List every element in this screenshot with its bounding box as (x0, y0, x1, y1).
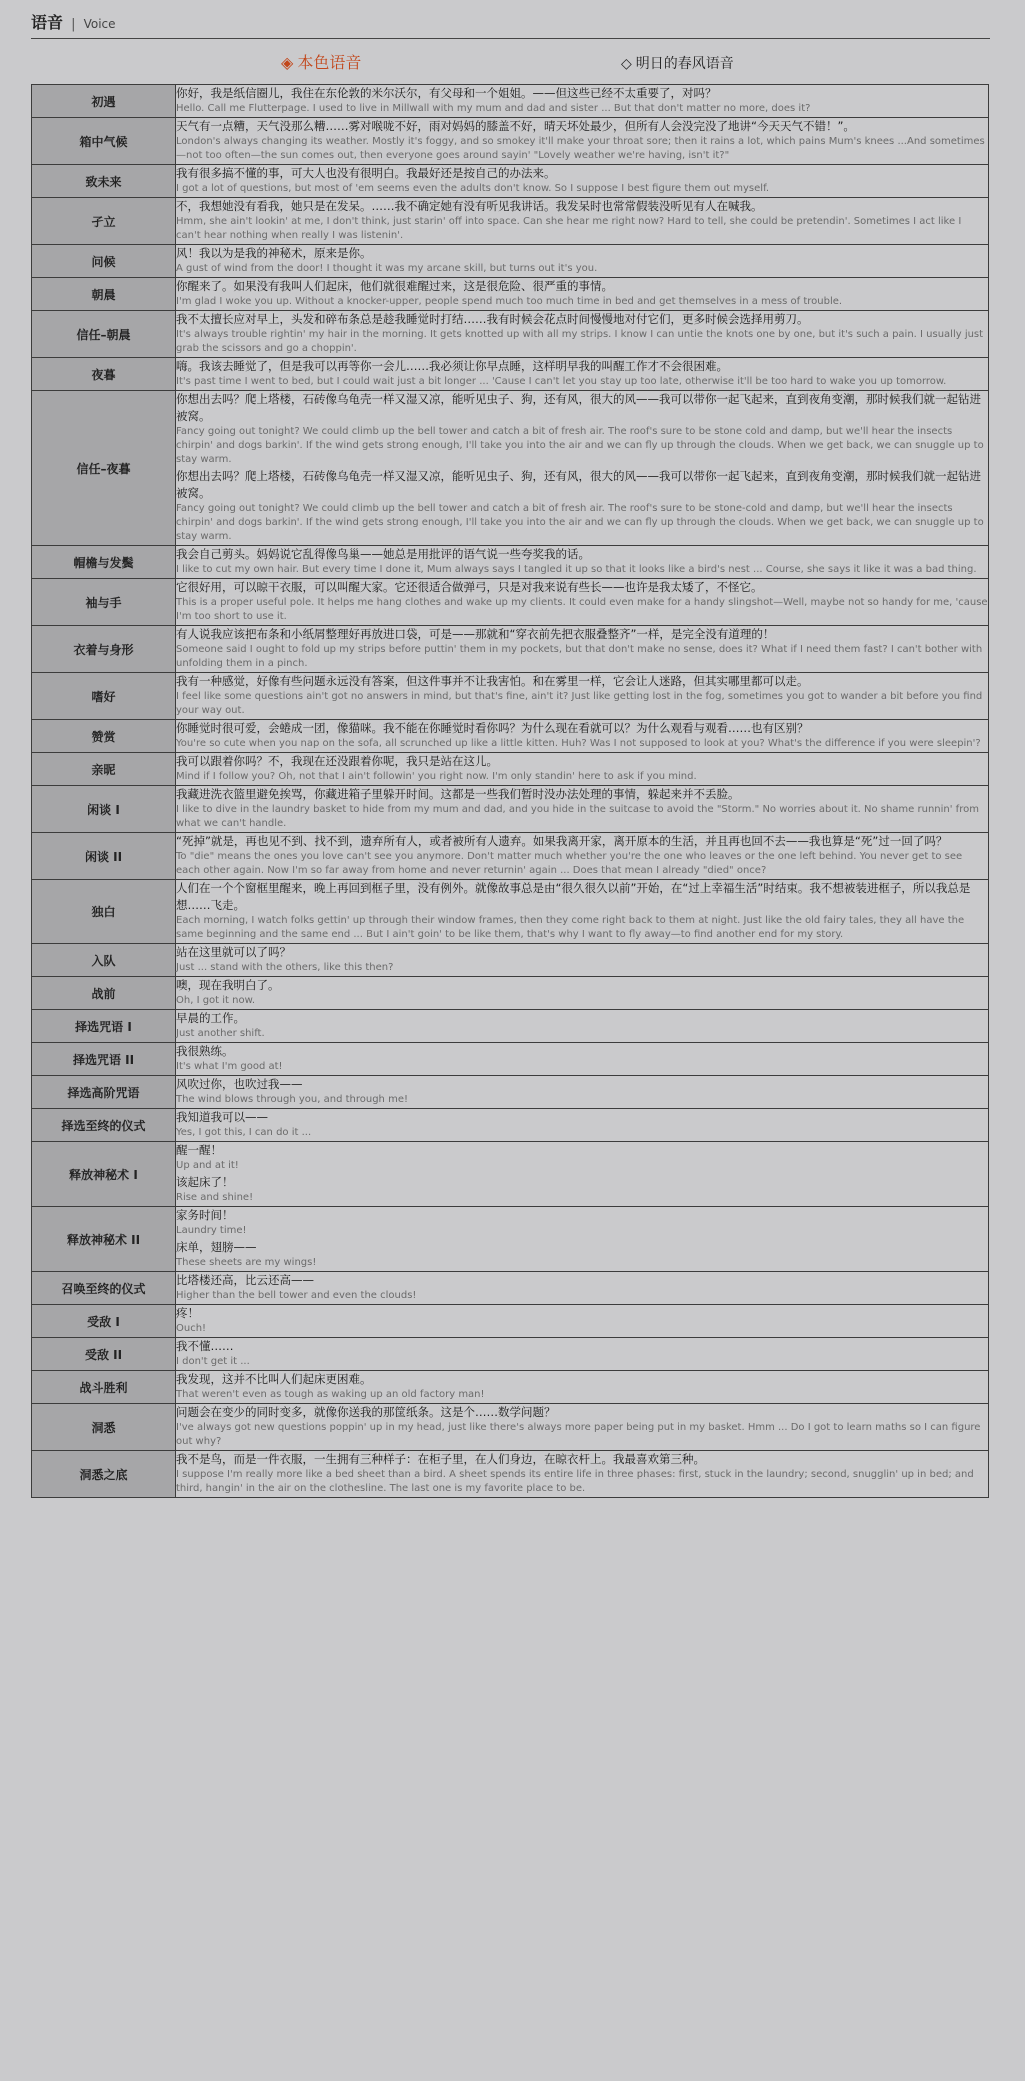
voice-line-name: 入队 (32, 944, 176, 977)
voice-row (32, 977, 989, 1010)
voice-row (32, 245, 989, 278)
voice-text-en: I like to cut my own hair. But every time I done it, Mum always says I tangled it up so that it looks like a bird's nest ... Course, she says it like it was a bad thing. (176, 564, 977, 575)
voice-line-name: 信任–朝晨 (32, 311, 176, 358)
voice-line-name: 闲谈 I (32, 786, 176, 833)
voice-line-name: 衣着与身形 (32, 626, 176, 673)
voice-line-name: 受敌 I (32, 1305, 176, 1338)
voice-text-zh: 早晨的工作。 (176, 1011, 245, 1025)
voice-text-zh: 我不懂…… (176, 1339, 234, 1353)
voice-row (32, 1338, 989, 1371)
voice-line-content (176, 278, 989, 311)
voice-row (32, 546, 989, 579)
voice-text-en: Rise and shine! (176, 1192, 254, 1203)
voice-row (32, 278, 989, 311)
voice-line-name: 致未来 (32, 165, 176, 198)
voice-text-en: To "die" means the ones you love can't see you anymore. Don't matter much whether you're the one who leaves or the one left behind. You never get to see each other again. Now I'm so far away from home and never returnin' again ... Does that mean I already "died" once? (176, 851, 963, 876)
voice-text-en: These sheets are my wings! (176, 1257, 317, 1268)
voice-row (32, 165, 989, 198)
voice-text-en: It's always trouble rightin' my hair in the morning. It gets knotted up with all my strips. I know I can untie the knots one by one, but it's such a pain. I usually just grab the scissors and go a choppin'. (176, 329, 984, 354)
voice-text-en: Hmm, she ain't lookin' at me, I don't think, just starin' off into space. Can she hear me right now? Hard to tell, she could be pretendin'. Sometimes I act like I can't hear nothing when really I was listenin'. (176, 216, 962, 241)
voice-row (32, 311, 989, 358)
voice-text-zh: 我很熟练。 (176, 1044, 234, 1058)
voice-line-content (176, 753, 989, 786)
voice-text-zh: 噢，现在我明白了。 (176, 978, 280, 992)
voice-line-content (176, 1371, 989, 1404)
voice-line-content (176, 786, 989, 833)
voice-line-content (176, 1404, 989, 1451)
voice-text-en: Oh, I got it now. (176, 995, 256, 1006)
voice-line-content (176, 579, 989, 626)
voice-row (32, 579, 989, 626)
voice-text-zh: 我可以跟着你吗？不，我现在还没跟着你呢，我只是站在这儿。 (176, 754, 498, 768)
voice-text-zh: 它很好用，可以晾干衣服，可以叫醒大家。它还很适合做弹弓，只是对我来说有些长——也许是我太矮了，不怪它。 (176, 580, 763, 594)
voice-text-en: The wind blows through you, and through me! (176, 1094, 408, 1105)
voice-line-content (176, 1451, 989, 1498)
voice-line-content (176, 546, 989, 579)
voice-line-content (176, 1109, 989, 1142)
voice-line-name: 朝晨 (32, 278, 176, 311)
voice-line-content (176, 673, 989, 720)
section-header (31, 0, 990, 39)
voice-line-content (176, 198, 989, 245)
voice-line-name: 帽檐与发鬓 (32, 546, 176, 579)
voice-text-en: A gust of wind from the door! I thought it was my arcane skill, but turns out it's you. (176, 263, 598, 274)
voice-line-content (176, 833, 989, 880)
voice-text-zh: 人们在一个个窗框里醒来，晚上再回到框子里，没有例外。就像故事总是由“很久很久以前”开始，在“过上幸福生活”时结束。我不想被装进框子，所以我总是想……飞走。 (176, 881, 971, 912)
voice-text-en: Yes, I got this, I can do it ... (176, 1127, 312, 1138)
voice-line-name: 释放神秘术 I (32, 1142, 176, 1207)
tab-label: 本色语音 (297, 53, 362, 72)
voice-text-en: Each morning, I watch folks gettin' up through their window frames, then they come right back to them at night. Just like the old fairy tales, they all have the same beginning and the same end ... But I ain't goin' to be like them, that's why I want to fly away—to find another end for my story. (176, 915, 965, 940)
voice-text-zh: 家务时间！ (176, 1208, 234, 1222)
voice-line-content (176, 311, 989, 358)
voice-line-name: 战前 (32, 977, 176, 1010)
voice-row (32, 391, 989, 546)
voice-text-zh: 我不是鸟，而是一件衣服，一生拥有三种样子：在柜子里，在人们身边，在晾衣杆上。我最喜欢第三种。 (176, 1452, 705, 1466)
voice-text-en: I feel like some questions ain't got no answers in mind, but that's fine, ain't it? Just like getting lost in the fog, sometimes you got to wander a bit before you find your way out. (176, 691, 983, 716)
voice-text-zh: 你醒来了。如果没有我叫人们起床，他们就很难醒过来，这是很危险、很严重的事情。 (176, 279, 613, 293)
voice-row (32, 358, 989, 391)
voice-text-zh: 你睡觉时很可爱，会蜷成一团，像猫咪。我不能在你睡觉时看你吗？为什么现在看就可以？为什么观看与观看……也有区别？ (176, 721, 809, 735)
voice-line-name: 释放神秘术 II (32, 1207, 176, 1272)
voice-text-en: I'm glad I woke you up. Without a knocker-upper, people spend much too much time in bed and get themselves in a mess of trouble. (176, 296, 843, 307)
voice-row (32, 1010, 989, 1043)
voice-line-name: 初遇 (32, 85, 176, 118)
voice-text-en: Fancy going out tonight? We could climb up the bell tower and catch a bit of fresh air. The roof's sure to be stone-cold and damp, but we'll hear the insects chirpin' and dogs barkin'. If the wind gets strong enough, I'll take you into the air and we can fly up through the clouds. When we get back, we can snuggle up to stay warm. (176, 503, 984, 542)
voice-text-zh: 我有很多搞不懂的事，可大人也没有很明白。我最好还是按自己的办法来。 (176, 166, 556, 180)
voice-row (32, 1109, 989, 1142)
tab-original-voice[interactable] (281, 50, 361, 73)
voice-line-content (176, 720, 989, 753)
voice-text-en: I like to dive in the laundry basket to hide from my mum and dad, and you hide in the suitcase to avoid the "Storm." No worries about it. No shame runnin' from what we can't handle. (176, 804, 979, 829)
voice-text-zh: 该起床了！ (176, 1175, 234, 1189)
voice-text-en: It's past time I went to bed, but I could wait just a bit longer ... 'Cause I can't let you stay up too late, otherwise it'll be too hard to wake you up tomorrow. (176, 376, 947, 387)
voice-line-name: 择选咒语 II (32, 1043, 176, 1076)
voice-row (32, 1305, 989, 1338)
voice-text-zh: 问题会在变少的同时变多，就像你送我的那筐纸条。这是个……数学问题？ (176, 1405, 556, 1419)
voice-line-content (176, 1207, 989, 1272)
voice-line-content (176, 977, 989, 1010)
voice-text-en: Laundry time! (176, 1225, 247, 1236)
voice-text-en: Up and at it! (176, 1160, 239, 1171)
voice-text-zh: 你好，我是纸信圈儿，我住在东伦敦的米尔沃尔，有父母和一个姐姐。——但这些已经不太重要了，对吗？ (176, 86, 717, 100)
voice-tabs (31, 39, 990, 83)
voice-text-zh: 有人说我应该把布条和小纸屑整理好再放进口袋，可是——那就和“穿衣前先把衣服叠整齐”一样，是完全没有道理的！ (176, 627, 775, 641)
voice-line-content (176, 85, 989, 118)
voice-text-en: Fancy going out tonight? We could climb up the bell tower and catch a bit of fresh air. The roof's sure to be stone cold and damp, but we'll hear the insects chirpin' and dogs barkin'. If the wind gets strong enough, I'll take you into the air and we can fly up through the clouds. When we get back, we can snuggle up to stay warm. (176, 426, 984, 465)
voice-text-zh: 站在这里就可以了吗？ (176, 945, 291, 959)
voice-text-en: I suppose I'm really more like a bed sheet than a bird. A sheet spends its entire life in three phases: first, stuck in the laundry; second, snugglin' up in bed; and third, hangin' in the air on the clothesline. The last one is my favorite place to be. (176, 1469, 974, 1494)
voice-line-name: 袖与手 (32, 579, 176, 626)
voice-text-en: Someone said I ought to fold up my strips before puttin' them in my pockets, but that don't make no sense, does it? What if I need them fast? I can't bother with unfolding them in a pinch. (176, 644, 983, 669)
voice-line-content (176, 1272, 989, 1305)
voice-text-zh: 我知道我可以—— (176, 1110, 268, 1124)
voice-text-en: Just ... stand with the others, like this then? (176, 962, 394, 973)
voice-line-content (176, 626, 989, 673)
voice-row (32, 720, 989, 753)
voice-text-zh: 风！我以为是我的神秘术，原来是你。 (176, 246, 372, 260)
voice-row (32, 673, 989, 720)
voice-line-content (176, 880, 989, 944)
voice-text-zh: 比塔楼还高，比云还高—— (176, 1273, 314, 1287)
voice-table (31, 84, 989, 1498)
voice-row (32, 1043, 989, 1076)
voice-line-content (176, 245, 989, 278)
voice-line-name: 箱中气候 (32, 118, 176, 165)
tab-label: 明日的春风语音 (635, 56, 734, 72)
voice-text-en: Mind if I follow you? Oh, not that I ain't followin' you right now. I'm only standin' here to ask if you mind. (176, 771, 697, 782)
voice-line-name: 赞赏 (32, 720, 176, 753)
voice-line-content (176, 1305, 989, 1338)
voice-text-en: Higher than the bell tower and even the clouds! (176, 1290, 417, 1301)
voice-text-zh: 疼！ (176, 1306, 199, 1320)
voice-text-zh: “死掉”就是，再也见不到、找不到，遗弃所有人，或者被所有人遗弃。如果我离开家，离开原本的生活，并且再也回不去——我也算是“死”过一回了吗？ (176, 834, 948, 848)
voice-row (32, 786, 989, 833)
voice-line-name: 问候 (32, 245, 176, 278)
voice-line-name: 独白 (32, 880, 176, 944)
voice-line-content (176, 118, 989, 165)
diamond-outline-icon: ◇ (621, 56, 632, 72)
voice-row (32, 1142, 989, 1207)
diamond-filled-icon: ◈ (281, 53, 294, 72)
voice-text-zh: 风吹过你，也吹过我—— (176, 1077, 303, 1091)
voice-line-name: 嗜好 (32, 673, 176, 720)
voice-line-name: 夜暮 (32, 358, 176, 391)
voice-line-name: 亲昵 (32, 753, 176, 786)
voice-row (32, 1451, 989, 1498)
voice-text-en: That weren't even as tough as waking up an old factory man! (176, 1389, 485, 1400)
voice-line-name: 择选咒语 I (32, 1010, 176, 1043)
section-title: 语音 (31, 13, 64, 32)
voice-text-zh: 你想出去吗？爬上塔楼，石砖像乌龟壳一样又湿又凉，能听见虫子、狗，还有风，很大的风——我可以带你一起飞起来，直到夜角变潮，那时候我们就一起钻进被窝。 (176, 392, 981, 423)
voice-line-content (176, 1338, 989, 1371)
voice-row (32, 85, 989, 118)
voice-text-zh: 床单，翅膀—— (176, 1240, 257, 1254)
voice-line-content (176, 1010, 989, 1043)
voice-text-zh: 醒一醒！ (176, 1143, 222, 1157)
voice-line-name: 闲谈 II (32, 833, 176, 880)
voice-text-zh: 我有一种感觉，好像有些问题永远没有答案，但这件事并不让我害怕。和在雾里一样，它会让人迷路，但其实哪里都可以走。 (176, 674, 809, 688)
voice-line-content (176, 1043, 989, 1076)
voice-line-content (176, 391, 989, 546)
voice-line-name: 召唤至终的仪式 (32, 1272, 176, 1305)
voice-row (32, 118, 989, 165)
voice-text-en: Ouch! (176, 1323, 207, 1334)
voice-row (32, 1207, 989, 1272)
tab-spring-breeze-voice[interactable] (621, 53, 734, 73)
voice-line-name: 信任–夜暮 (32, 391, 176, 546)
voice-line-content (176, 1142, 989, 1207)
voice-line-content (176, 358, 989, 391)
voice-text-zh: 嗨。我该去睡觉了，但是我可以再等你一会儿……我必须让你早点睡，这样明早我的叫醒工作才不会很困难。 (176, 359, 728, 373)
voice-text-en: I've always got new questions poppin' up in my head, just like there's always more paper being put in my basket. Hmm ... Do I got to learn maths so I can figure out why? (176, 1422, 981, 1447)
voice-text-en: It's what I'm good at! (176, 1061, 283, 1072)
voice-row (32, 833, 989, 880)
voice-row (32, 198, 989, 245)
voice-row (32, 1272, 989, 1305)
voice-row (32, 880, 989, 944)
voice-text-en: I got a lot of questions, but most of 'em seems even the adults don't know. So I suppose I best figure them out myself. (176, 183, 770, 194)
voice-text-en: London's always changing its weather. Mostly it's foggy, and so smokey it'll make your throat sore; then it rains a lot, which pains Mum's knees ...And sometimes—not too often—the sun comes out, then everyone goes around sayin' "Lovely weather we're having, isn't it?" (176, 136, 985, 161)
title-separator: | (71, 17, 76, 32)
voice-text-zh: 我会自己剪头。妈妈说它乱得像鸟巢——她总是用批评的语气说一些夸奖我的话。 (176, 547, 590, 561)
voice-text-en: Just another shift. (176, 1028, 265, 1039)
voice-row (32, 626, 989, 673)
voice-line-name: 战斗胜利 (32, 1371, 176, 1404)
voice-line-name: 择选至终的仪式 (32, 1109, 176, 1142)
voice-row (32, 753, 989, 786)
voice-line-content (176, 1076, 989, 1109)
voice-line-name: 洞悉之底 (32, 1451, 176, 1498)
voice-text-en: This is a proper useful pole. It helps me hang clothes and wake up my clients. It could even make for a handy slingshot—Well, maybe not so handy for me, 'cause I'm too short to use it. (176, 597, 988, 622)
voice-text-zh: 你想出去吗？爬上塔楼，石砖像乌龟壳一样又湿又凉，能听见虫子、狗，还有风，很大的风——我可以带你一起飞起来，直到夜角变潮，那时候我们就一起钻进被窝。 (176, 469, 981, 500)
voice-row (32, 944, 989, 977)
voice-row (32, 1076, 989, 1109)
voice-line-name: 孑立 (32, 198, 176, 245)
voice-text-en: You're so cute when you nap on the sofa, all scrunched up like a little kitten. Huh? Was I not supposed to look at you? What's the difference if you were sleepin'? (176, 738, 981, 749)
voice-text-zh: 不，我想她没有看我，她只是在发呆。……我不确定她有没有听见我讲话。我发呆时也常常假装没听见有人在喊我。 (176, 199, 763, 213)
voice-row (32, 1371, 989, 1404)
voice-line-name: 受敌 II (32, 1338, 176, 1371)
voice-line-name: 洞悉 (32, 1404, 176, 1451)
voice-line-content (176, 944, 989, 977)
voice-text-zh: 我不太擅长应对早上，头发和碎布条总是趁我睡觉时打结……我有时候会花点时间慢慢地对付它们，更多时候会选择用剪刀。 (176, 312, 809, 326)
voice-text-zh: 我发现，这并不比叫人们起床更困难。 (176, 1372, 372, 1386)
voice-line-content (176, 165, 989, 198)
voice-text-en: Hello. Call me Flutterpage. I used to live in Millwall with my mum and dad and sister ... But that don't matter no more, does it? (176, 103, 811, 114)
voice-text-zh: 我藏进洗衣篮里避免挨骂，你藏进箱子里躲开时间。这都是一些我们暂时没办法处理的事情，躲起来并不丢脸。 (176, 787, 740, 801)
voice-row (32, 1404, 989, 1451)
section-subtitle: Voice (83, 17, 116, 31)
voice-line-name: 择选高阶咒语 (32, 1076, 176, 1109)
voice-text-en: I don't get it ... (176, 1356, 250, 1367)
voice-text-zh: 天气有一点糟，天气没那么糟……雾对喉咙不好，雨对妈妈的膝盖不好，晴天坏处最少，但所有人会没完没了地讲“今天天气不错！”。 (176, 119, 855, 133)
